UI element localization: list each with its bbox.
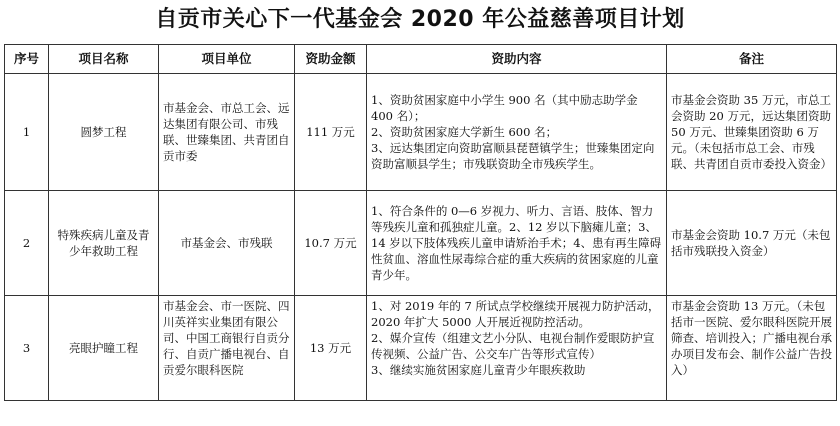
cell-no: 3 (5, 296, 49, 401)
header-unit: 项目单位 (159, 45, 295, 74)
cell-amount: 111 万元 (295, 74, 367, 191)
header-no: 序号 (5, 45, 49, 74)
cell-project-unit: 市基金会、市一医院、四川英祥实业集团有限公司、中国工商银行自贡分行、自贡广播电视台、自贡爱尔眼科医院 (159, 296, 295, 401)
header-name: 项目名称 (49, 45, 159, 74)
cell-project-name: 圆梦工程 (49, 74, 159, 191)
table-row (5, 191, 837, 296)
project-table (4, 44, 837, 401)
cell-note: 市基金会资助 13 万元。（未包括市一医院、爱尔眼科医院开展筛查、培训投入；广播电视台承办项目发布会、制作公益广告投入） (667, 296, 837, 401)
page-title: 自贡市关心下一代基金会 2020 年公益慈善项目计划 (155, 7, 685, 32)
cell-no: 1 (5, 74, 49, 191)
cell-no: 2 (5, 191, 49, 296)
header-content: 资助内容 (367, 45, 667, 74)
table-header-row (5, 45, 837, 74)
cell-content: 1、资助贫困家庭中小学生 900 名（其中励志助学金 400 名）； 2、资助贫困家庭大学新生 600 名； 3、远达集团定向资助富顺县琵琶镇学生；世臻集团定向资助富顺县学生；市残联资助全市残疾学生。 (367, 74, 667, 191)
table-row (5, 74, 837, 191)
cell-amount: 10.7 万元 (295, 191, 367, 296)
cell-note: 市基金会资助 10.7 万元（未包括市残联投入资金） (667, 191, 837, 296)
header-amount: 资助金额 (295, 45, 367, 74)
cell-amount: 13 万元 (295, 296, 367, 401)
cell-project-name: 特殊疾病儿童及青少年救助工程 (49, 191, 159, 296)
cell-project-unit: 市基金会、市总工会、远达集团有限公司、市残联、世臻集团、共青团自贡市委 (159, 74, 295, 191)
header-note: 备注 (667, 45, 837, 74)
cell-content: 1、符合条件的 0—6 岁视力、听力、言语、肢体、智力等残疾儿童和孤独症儿童。2、12 岁以下脑瘫儿童；3、14 岁以下肢体残疾儿童申请矫治手术；4、患有再生障碍性贫血、溶血性尿毒综合症的重大疾病的贫困家庭的儿童青少年。 (367, 191, 667, 296)
table-row (5, 296, 837, 401)
cell-project-unit: 市基金会、市残联 (159, 191, 295, 296)
cell-content: 1、对 2019 年的 7 所试点学校继续开展视力防护活动，2020 年扩大 5000 人开展近视防控活动。 2、媒介宣传（组建文艺小分队、电视台制作爱眼防护宣传视频、公益广告、公交车广告等形式宣传） 3、继续实施贫困家庭儿童青少年眼疾救助 (367, 296, 667, 401)
cell-project-name: 亮眼护瞳工程 (49, 296, 159, 401)
cell-note: 市基金会资助 35 万元，市总工会资助 20 万元，远达集团资助 50 万元、世臻集团资助 6 万元。（未包括市总工会、市残联、共青团自贡市委投入资金） (667, 74, 837, 191)
